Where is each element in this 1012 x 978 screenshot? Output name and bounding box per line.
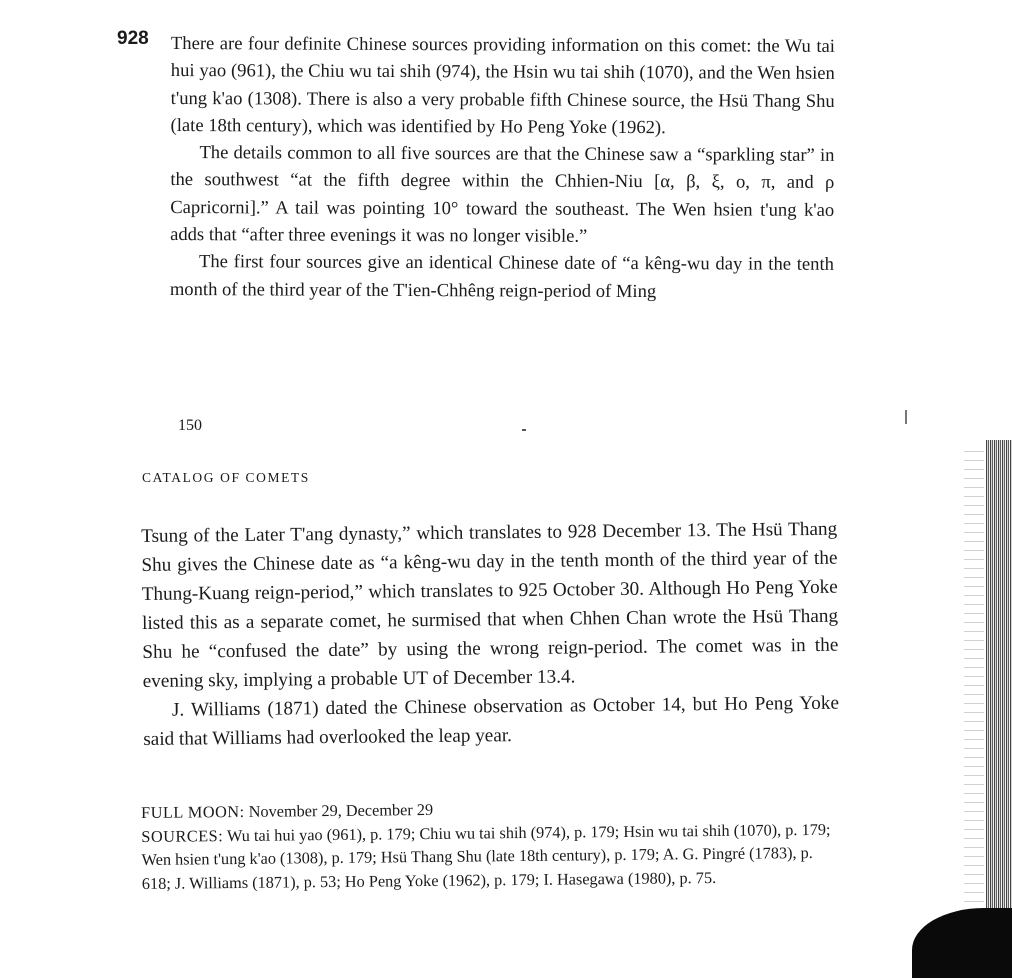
paragraph-date-translation: Tsung of the Later T'ang dynasty,” which translates to 928 December 13. The Hsü Thang Shu gives the Chinese date as “a kêng-wu day in the tenth month of the third year of the Thung-Kuang reign-period,” which translates to 925 October 30. Although Ho Peng Yoke listed this as a separate comet, he surmised that when Chhen Chan wrote the Hsü Thang Shu he “confused the date” by using the wrong reign-period. The comet was in the evening sky, implying a probable UT of December 13.4. <box>141 518 839 692</box>
page-number: 150 <box>178 417 202 434</box>
paragraph-chinese-date: The first four sources give an identical Chinese date of “a kêng-wu day in the tenth month of the third year of the T'ien-Chhêng reign-period of Ming <box>169 251 835 302</box>
scan-edge-mark <box>905 410 907 424</box>
paragraph-sources-intro: There are four definite Chinese sources providing information on this comet: the Wu tai hui yao (961), the Chiu wu tai shih (974), the Hsin wu tai shih (1070), and the Wen hsien t'ung k'ao (1308). There is also a very probable fifth Chinese source, the Hsü Thang Shu (late 18th century), which was identified by Ho Peng Yoke (1962). <box>170 32 835 139</box>
bottom-text-block <box>141 515 839 754</box>
running-head: CATALOG OF COMETS <box>142 470 310 485</box>
scanner-shadow <box>912 908 1012 978</box>
book-binding-edge <box>986 440 1012 951</box>
entry-metadata <box>141 794 834 895</box>
comet-entry-number: 928 <box>117 28 149 49</box>
full-moon-label: FULL MOON: <box>141 801 245 822</box>
paragraph-common-details: The details common to all five sources are that the Chinese saw a “sparkling star” in the southwest “at the fifth degree within the Chhien-Niu [α, β, ξ, o, π, and ρ Capricorni].” A tail was pointing 10° toward the southeast. The Wen hsien t'ung k'ao adds that “after three evenings it was no longer visible.” <box>170 142 835 247</box>
top-text-block <box>170 30 835 306</box>
binding-noise <box>964 450 984 920</box>
sources-value: Wu tai hui yao (961), p. 179; Chiu wu tai shih (974), p. 179; Hsin wu tai shih (1070), p. 179; Wen hsien t'ung k'ao (1308), p. 179; Hsü Thang Shu (late 18th century), p. 179; A. G. Pingré (1783), p. 618; J. Williams (1871), p. 53; Ho Peng Yoke (1962), p. 179; I. Hasegawa (1980), p. 75. <box>141 819 831 893</box>
sources-line <box>141 817 834 895</box>
sources-label: SOURCES: <box>141 825 224 846</box>
paragraph-williams: J. Williams (1871) dated the Chinese observation as October 14, but Ho Peng Yoke said that Williams had overlooked the leap year. <box>143 692 840 750</box>
scan-speck <box>522 429 526 431</box>
full-moon-value: November 29, December 29 <box>248 799 434 821</box>
